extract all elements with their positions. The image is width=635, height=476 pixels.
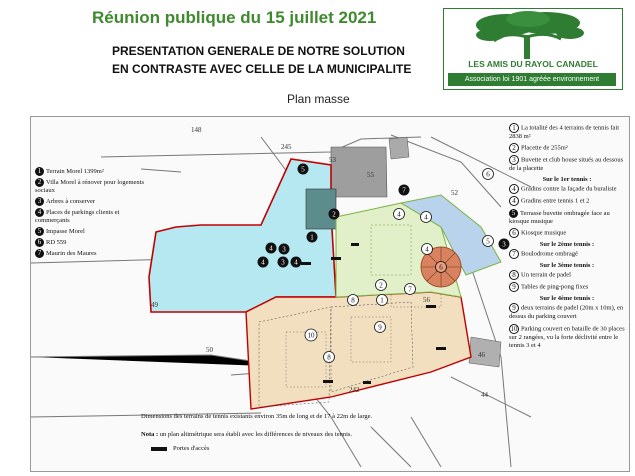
marker-8-ring-a	[348, 295, 359, 306]
marker-3-dark-b	[278, 257, 289, 268]
svg-text:7: 7	[402, 186, 406, 195]
site-plan	[30, 116, 630, 472]
access-legend: Portes d'accès	[173, 445, 210, 452]
svg-text:3: 3	[281, 258, 285, 267]
marker-2-ring	[376, 280, 387, 291]
legend-right-item: 9 deux terrains de padel (20m x 10m), en dessus du parking couvert	[509, 304, 624, 320]
svg-text:4: 4	[424, 213, 428, 222]
nota-note	[141, 431, 501, 439]
legend-heading: Sur le 2ème tennis :	[539, 241, 595, 248]
villa-morel	[306, 189, 336, 229]
svg-text:6: 6	[439, 263, 443, 272]
nota-label: Nota :	[141, 431, 159, 438]
marker-5-dark	[298, 164, 309, 175]
legend-right-item: 2 Placette de 255m²	[509, 143, 625, 153]
legend-right-item: 3 Buvette et club house situés au dessous de la placette	[509, 156, 624, 172]
marker-5-ring	[483, 236, 494, 247]
legend-right-item: 4 Gradins entre tennis 1 et 2	[509, 196, 625, 206]
parcel-55: 55	[367, 171, 374, 179]
marker-3-dark	[279, 244, 290, 255]
legend-left	[35, 167, 147, 258]
marker-4-dark-c	[291, 257, 302, 268]
parcel-52: 52	[451, 189, 458, 197]
nota-text: un plan altimétrique sera établi avec les différences de niveaux des tennis.	[158, 431, 353, 438]
marker-6-ring	[483, 169, 494, 180]
parcel-49: 49	[151, 301, 158, 309]
legend-heading: Sur le 1er tennis :	[542, 176, 592, 183]
svg-text:7: 7	[408, 285, 412, 294]
parcel-53: 53	[329, 156, 336, 164]
svg-text:3: 3	[502, 240, 506, 249]
marker-6-ring-b	[436, 262, 447, 273]
svg-text:4: 4	[294, 258, 298, 267]
association-logo	[443, 8, 623, 90]
building-small	[389, 137, 409, 159]
svg-text:1: 1	[380, 296, 384, 305]
marker-4-ring-a	[394, 209, 405, 220]
marker-10-ring	[305, 329, 317, 341]
legend-left-item: 2 Villa Morel à rénover pour logements sociaux	[35, 178, 144, 194]
dimensions-note: Dimensions des terrains de tennis existants environ 35m de long et de 17 à 22m de large.	[141, 413, 373, 420]
svg-text:4: 4	[425, 245, 429, 254]
svg-text:1: 1	[310, 233, 314, 242]
parcel-46: 46	[478, 351, 485, 359]
svg-text:9: 9	[378, 323, 382, 332]
legend-right-item: 5 Terrasse buvette ombragée face au kiosque musique	[509, 209, 610, 225]
page-title: Réunion publique du 15 juillet 2021	[92, 8, 377, 27]
legend-right-item: 1 La totalité des 4 terrains de tennis fait 2838 m²	[509, 124, 620, 140]
svg-text:4: 4	[397, 210, 401, 219]
svg-text:2: 2	[379, 281, 383, 290]
pine-tree-icon	[446, 11, 619, 59]
parcel-245: 245	[281, 143, 292, 151]
legend-right	[509, 123, 625, 350]
logo-tagline: Association loi 1901 agréée environnement	[448, 73, 616, 86]
legend-left-item: 7 Maurin des Maures	[35, 249, 147, 258]
svg-text:5: 5	[301, 165, 305, 174]
marker-4-dark-b	[266, 243, 277, 254]
marker-3-dark-c	[499, 239, 510, 250]
marker-7-dark	[399, 185, 410, 196]
building-46	[469, 337, 501, 367]
marker-9-ring	[375, 322, 386, 333]
legend-left-item: 3 Arbres à conserver	[35, 197, 147, 206]
legend-left-item: 5 Impasse Morel	[35, 227, 147, 236]
parcel-44: 44	[481, 391, 488, 399]
marker-2-dark	[329, 209, 340, 220]
subtitle-line-1: PRESENTATION GENERALE DE NOTRE SOLUTION	[112, 44, 405, 58]
marker-7-ring	[405, 284, 416, 295]
legend-left-item: 4 Places de parkings clients et commerçants	[35, 208, 120, 224]
svg-text:3: 3	[282, 245, 286, 254]
plan-label: Plan masse	[287, 92, 350, 106]
legend-right-item: 6 Kiosque musique	[509, 228, 625, 238]
legend-heading: Sur le 3ème tennis :	[539, 262, 595, 269]
parcel-50: 50	[206, 346, 213, 354]
building-55	[331, 147, 387, 197]
svg-text:10: 10	[307, 331, 315, 340]
legend-heading: Sur le 4ème tennis :	[539, 295, 595, 302]
legend-right-item: 8 Un terrain de padel	[509, 270, 625, 280]
svg-text:2: 2	[332, 210, 336, 219]
svg-text:5: 5	[486, 237, 490, 246]
marker-4-ring-b	[421, 212, 432, 223]
parcel-56: 56	[423, 296, 430, 304]
svg-text:4: 4	[269, 244, 273, 253]
logo-name: LES AMIS DU RAYOL CANADEL	[468, 59, 598, 69]
marker-8-ring-b	[324, 352, 335, 363]
marker-1-dark	[307, 232, 318, 243]
legend-right-item: 4 Gradins contre la façade du buraliste	[509, 184, 625, 194]
marker-4-dark-a	[258, 257, 269, 268]
svg-text:8: 8	[327, 353, 331, 362]
legend-left-item: 1 Terrain Morel 1399m²	[35, 167, 147, 176]
legend-left-item: 6 RD 559	[35, 238, 147, 247]
legend-right-item: 7 Boulodrome ombragé	[509, 249, 625, 259]
svg-text:4: 4	[261, 258, 265, 267]
svg-text:8: 8	[351, 296, 355, 305]
legend-right-item: 9 Tables de ping-pong fixes	[509, 282, 625, 292]
marker-1-ring	[377, 295, 388, 306]
parcel-148: 148	[191, 126, 202, 134]
marker-4-ring-c	[422, 244, 433, 255]
svg-text:6: 6	[486, 170, 490, 179]
parcel-242: 242	[349, 386, 360, 394]
subtitle-line-2: EN CONTRASTE AVEC CELLE DE LA MUNICIPALITE	[112, 62, 412, 76]
legend-right-item: 10 Parking couvert en bataille de 30 places sur 2 rangées, vu la forte déclivité entre le tennis 3 et 4	[509, 325, 625, 349]
